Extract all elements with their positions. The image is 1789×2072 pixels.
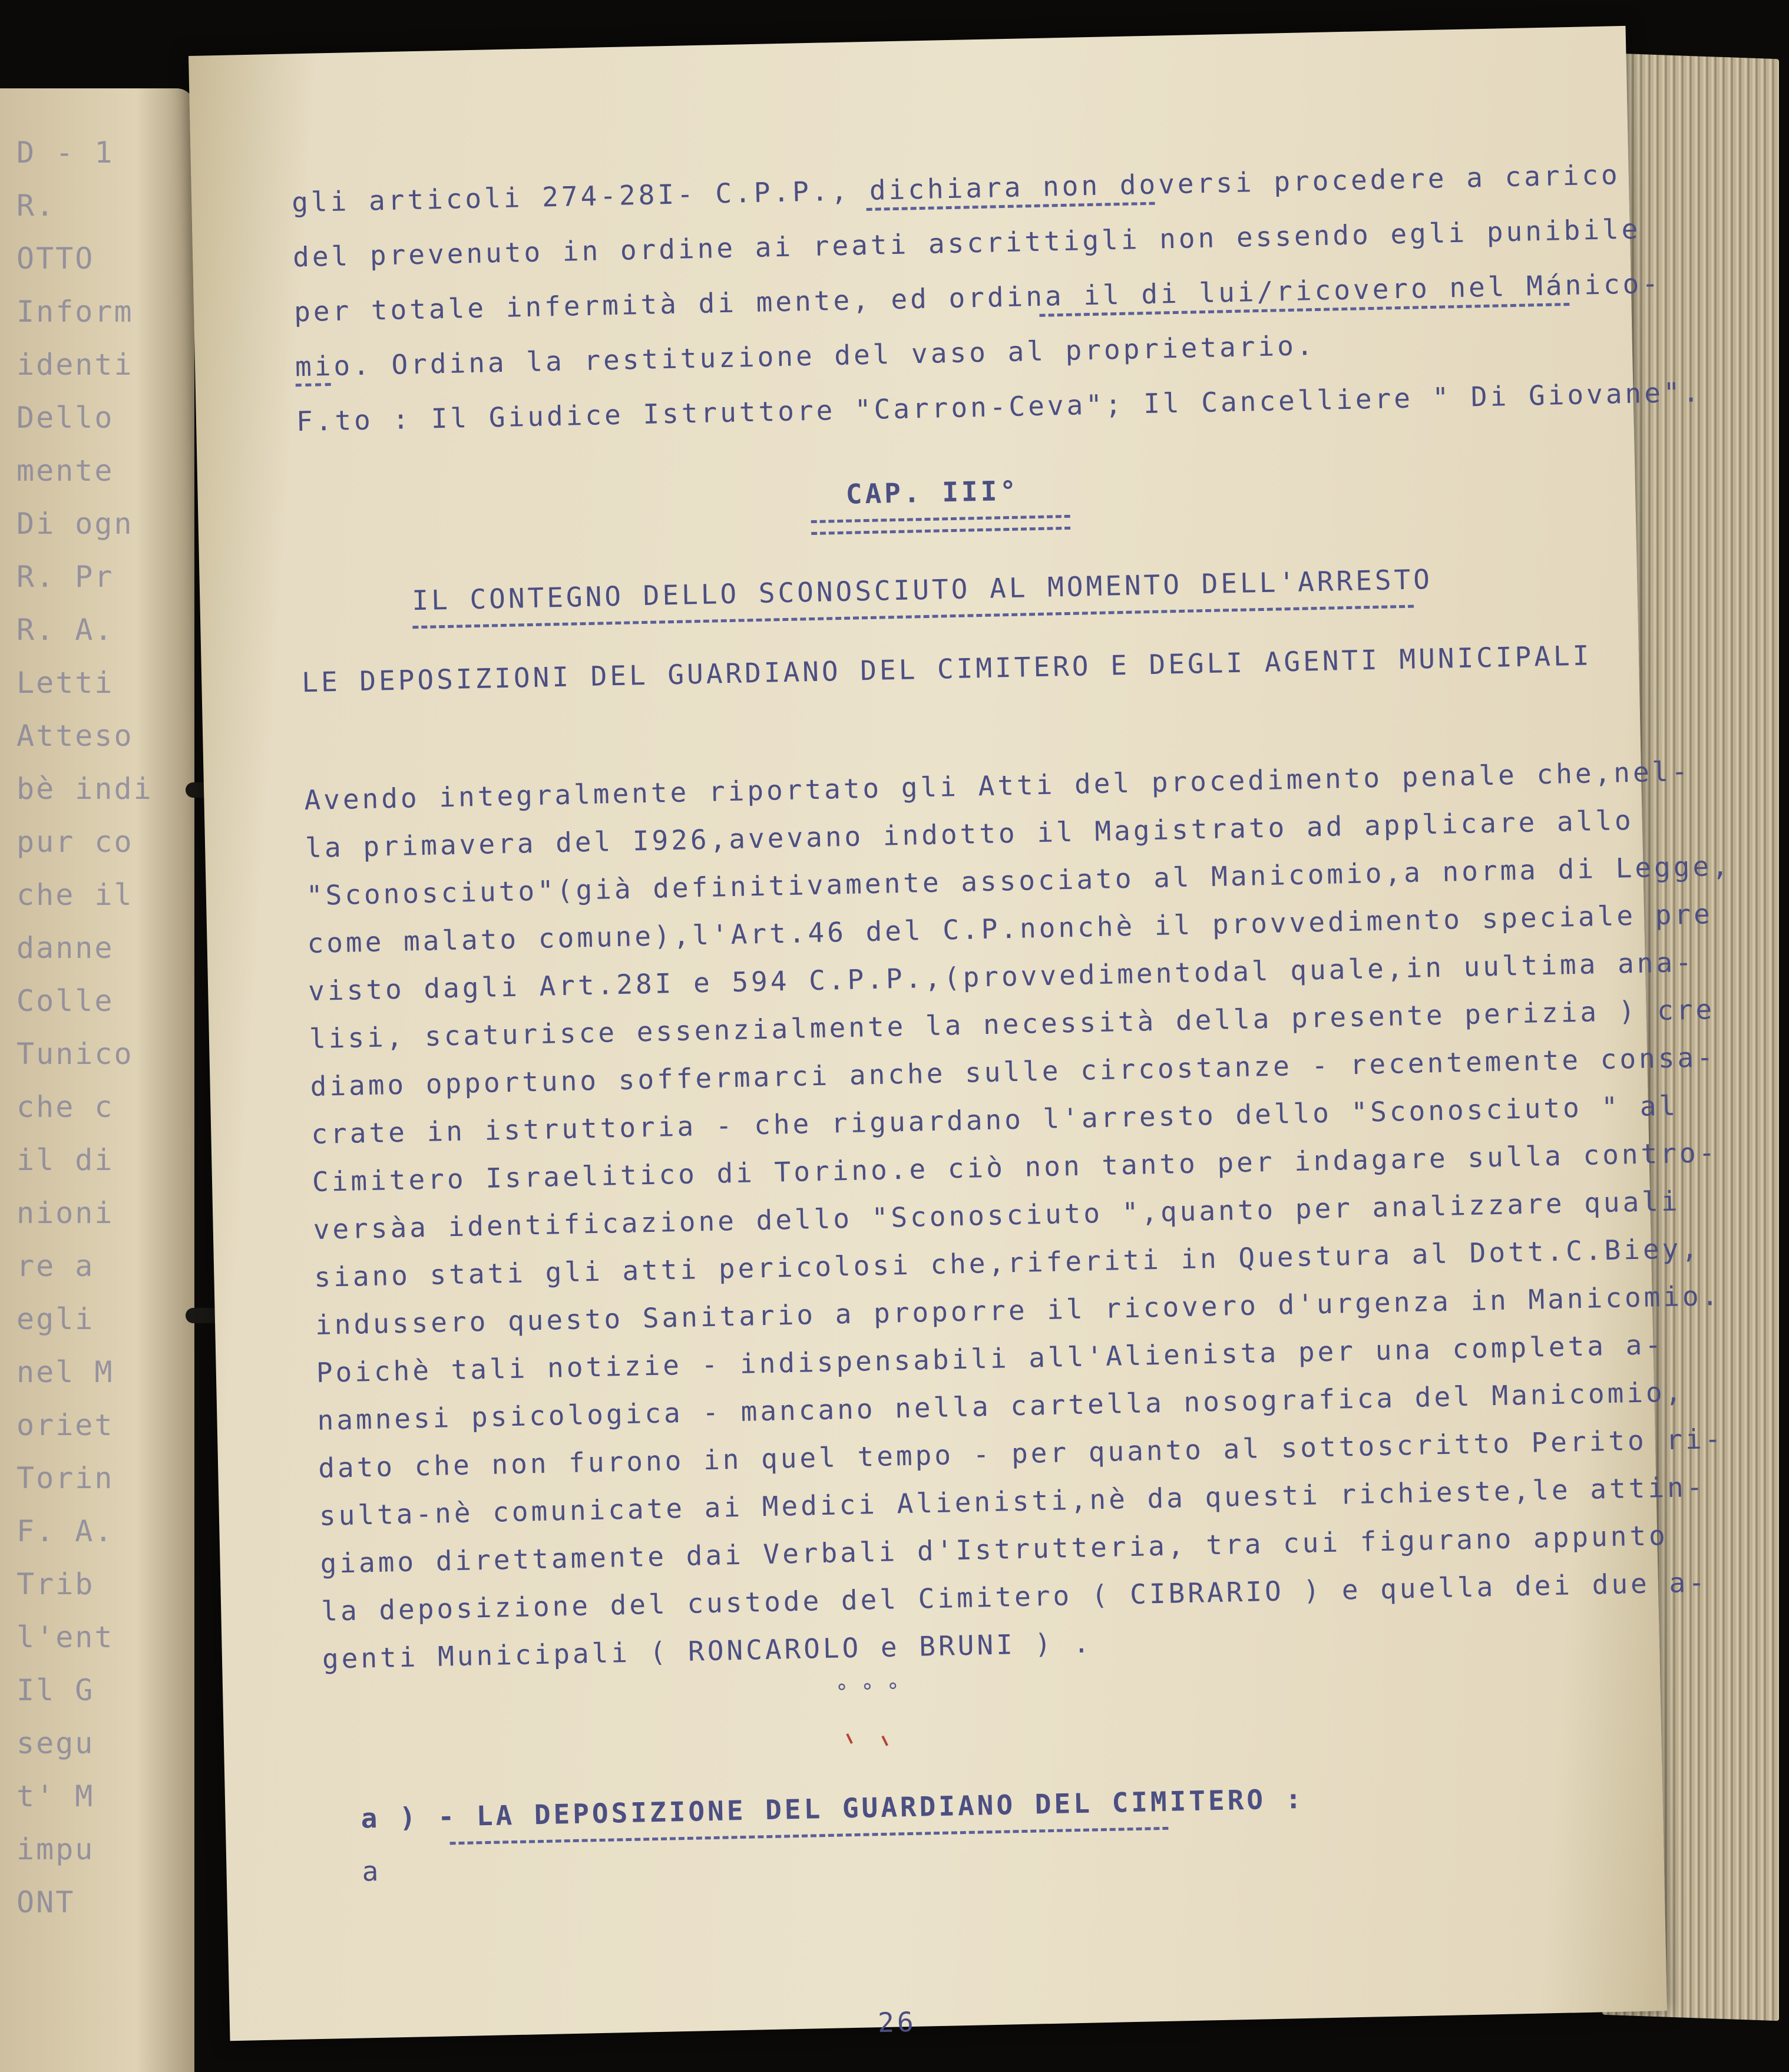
- body-line: mio. Ordina la restituzione del vaso al proprietario.: [295, 329, 1317, 383]
- left-page-fragment: che c: [16, 1090, 114, 1124]
- document-page: [189, 26, 1732, 2041]
- page-number: 26: [877, 2005, 917, 2039]
- chapter-underline: [811, 527, 1070, 535]
- paragraph-line: siano stati gli atti pericolosi che,riferiti in Questura al Dott.C.Biey,: [313, 1232, 1701, 1293]
- left-page-fragment: che il: [16, 878, 134, 912]
- left-page-fragment: Il G: [16, 1673, 95, 1707]
- body-line: del prevenuto in ordine ai reati ascrittigli non essendo egli punibile: [292, 213, 1641, 273]
- left-page-fragment: ONT: [16, 1885, 75, 1919]
- left-page-fragment: danne: [16, 931, 114, 965]
- left-page-fragment: R. A.: [16, 613, 114, 647]
- paragraph-line: lisi, scaturisce essenzialmente la necessità della presente perizia ) cre: [309, 993, 1715, 1055]
- left-page-fragment: mente: [16, 454, 114, 488]
- stray-letter: a: [362, 1855, 382, 1888]
- subsection-label: a ) - LA DEPOSIZIONE DEL GUARDIANO DEL CIMITERO :: [361, 1782, 1305, 1835]
- paragraph-line: crate in istruttoria - che riguardano l'arresto dello "Sconosciuto " al: [310, 1089, 1679, 1151]
- left-page-fragment: nel M: [16, 1355, 114, 1389]
- left-page-fragment: Colle: [16, 984, 114, 1018]
- paragraph-line: giamo direttamente dai Verbali d'Istrutteria, tra cui figurano appunto: [320, 1519, 1669, 1579]
- left-page-fragment: D - 1: [16, 136, 114, 170]
- left-page-fragment: R. Pr: [16, 560, 114, 594]
- left-page-fragment: OTTO: [16, 242, 95, 276]
- left-page-fragment: re a: [16, 1249, 95, 1283]
- left-page-fragment: Tunico: [16, 1037, 134, 1071]
- left-page-fragment: egli: [16, 1302, 95, 1336]
- left-page-fragment: oriet: [16, 1408, 114, 1442]
- underline: [296, 383, 331, 386]
- left-page-fragment: bè indi: [16, 772, 153, 806]
- left-page-fragment: Trib: [16, 1567, 95, 1601]
- paragraph-line: genti Municipali ( RONCAROLO e BRUNI ) .: [322, 1627, 1093, 1675]
- paragraph-line: "Sconosciuto"(già definitivamente associato al Manicomio,a norma di Legge,: [306, 850, 1732, 912]
- section-title: IL CONTEGNO DELLO SCONOSCIUTO AL MOMENTO DELL'ARRESTO: [411, 563, 1433, 617]
- left-page-fragment: Torin: [16, 1461, 114, 1495]
- left-page-fragment: t' M: [16, 1779, 95, 1813]
- left-page-fragment: Di ogn: [16, 507, 134, 541]
- body-line: F.to : Il Giudice Istruttore "Carron-Ceva"; Il Cancelliere " Di Giovane".: [296, 376, 1702, 438]
- paragraph-line: diamo opportuno soffermarci anche sulle circostanze - recentemente consa-: [310, 1041, 1717, 1103]
- left-page-fragment: pur co: [16, 825, 134, 859]
- left-page-fragment: F. A.: [16, 1514, 114, 1548]
- left-page-fragment: nioni: [16, 1196, 114, 1230]
- body-line: gli articoli 274-28I- C.P.P., dichiara non doversi procedere a carico: [291, 158, 1621, 219]
- left-page-fragment: identi: [16, 348, 134, 382]
- section-subtitle: LE DEPOSIZIONI DEL GUARDIANO DEL CIMITERO E DEGLI AGENTI MUNICIPALI: [301, 639, 1592, 699]
- left-page-fragment: impu: [16, 1832, 95, 1866]
- paragraph-line: Avendo integralmente riportato gli Atti del procedimento penale che,nel-: [303, 755, 1691, 817]
- paragraph-line: indussero questo Sanitario a proporre il ricovero d'urgenza in Manicomio.: [315, 1279, 1721, 1341]
- paragraph-line: sulta-nè comunicate ai Medici Alienisti,nè da questi richieste,le attin-: [319, 1470, 1706, 1532]
- red-mark: [881, 1736, 888, 1746]
- left-page-fragment: segu: [16, 1726, 95, 1760]
- red-mark: [846, 1733, 853, 1744]
- left-page: [0, 88, 194, 2072]
- left-page-fragment: Inform: [16, 295, 134, 329]
- paragraph-line: Cimitero Israelitico di Torino.e ciò non tanto per indagare sulla contro-: [312, 1136, 1718, 1198]
- paragraph-line: la primavera del I926,avevano indotto il Magistrato ad applicare allo: [305, 804, 1635, 864]
- left-page-fragment: Atteso: [16, 719, 134, 753]
- left-page-fragment: R.: [16, 189, 56, 223]
- body-line: per totale infermità di mente, ed ordina il di lui/ricovero nel Mánico-: [293, 267, 1662, 328]
- paragraph-line: come malato comune),l'Art.46 del C.P.nonchè il provvedimento speciale pre: [307, 898, 1714, 960]
- left-page-fragment: l'ent: [16, 1620, 114, 1654]
- paragraph-line: dato che non furono in quel tempo - per quanto al sottoscritto Perito ri-: [318, 1422, 1724, 1484]
- left-page-fragment: il di: [16, 1143, 114, 1177]
- paragraph-line: versàa identificazione dello "Sconosciuto ",quanto per analizzare quali: [313, 1185, 1681, 1245]
- section-ornament: ° ° °: [835, 1679, 900, 1705]
- paragraph-line: Poichè tali notizie - indispensabili all'Alienista per una completa a-: [316, 1329, 1665, 1389]
- left-page-fragment: Letti: [16, 666, 114, 700]
- paragraph-line: namnesi psicologica - mancano nella cartella nosografica del Manicomio,: [316, 1376, 1685, 1436]
- chapter-underline: [811, 515, 1070, 523]
- paragraph-line: la deposizione del custode del Cimitero ( CIBRARIO ) e quella dei due a-: [320, 1566, 1708, 1627]
- chapter-title: CAP. III°: [845, 474, 1020, 510]
- paragraph-line: visto dagli Art.28I e 594 C.P.P.,(provvedimentodal quale,in uultima ana-: [307, 946, 1695, 1007]
- left-page-fragment: Dello: [16, 401, 114, 435]
